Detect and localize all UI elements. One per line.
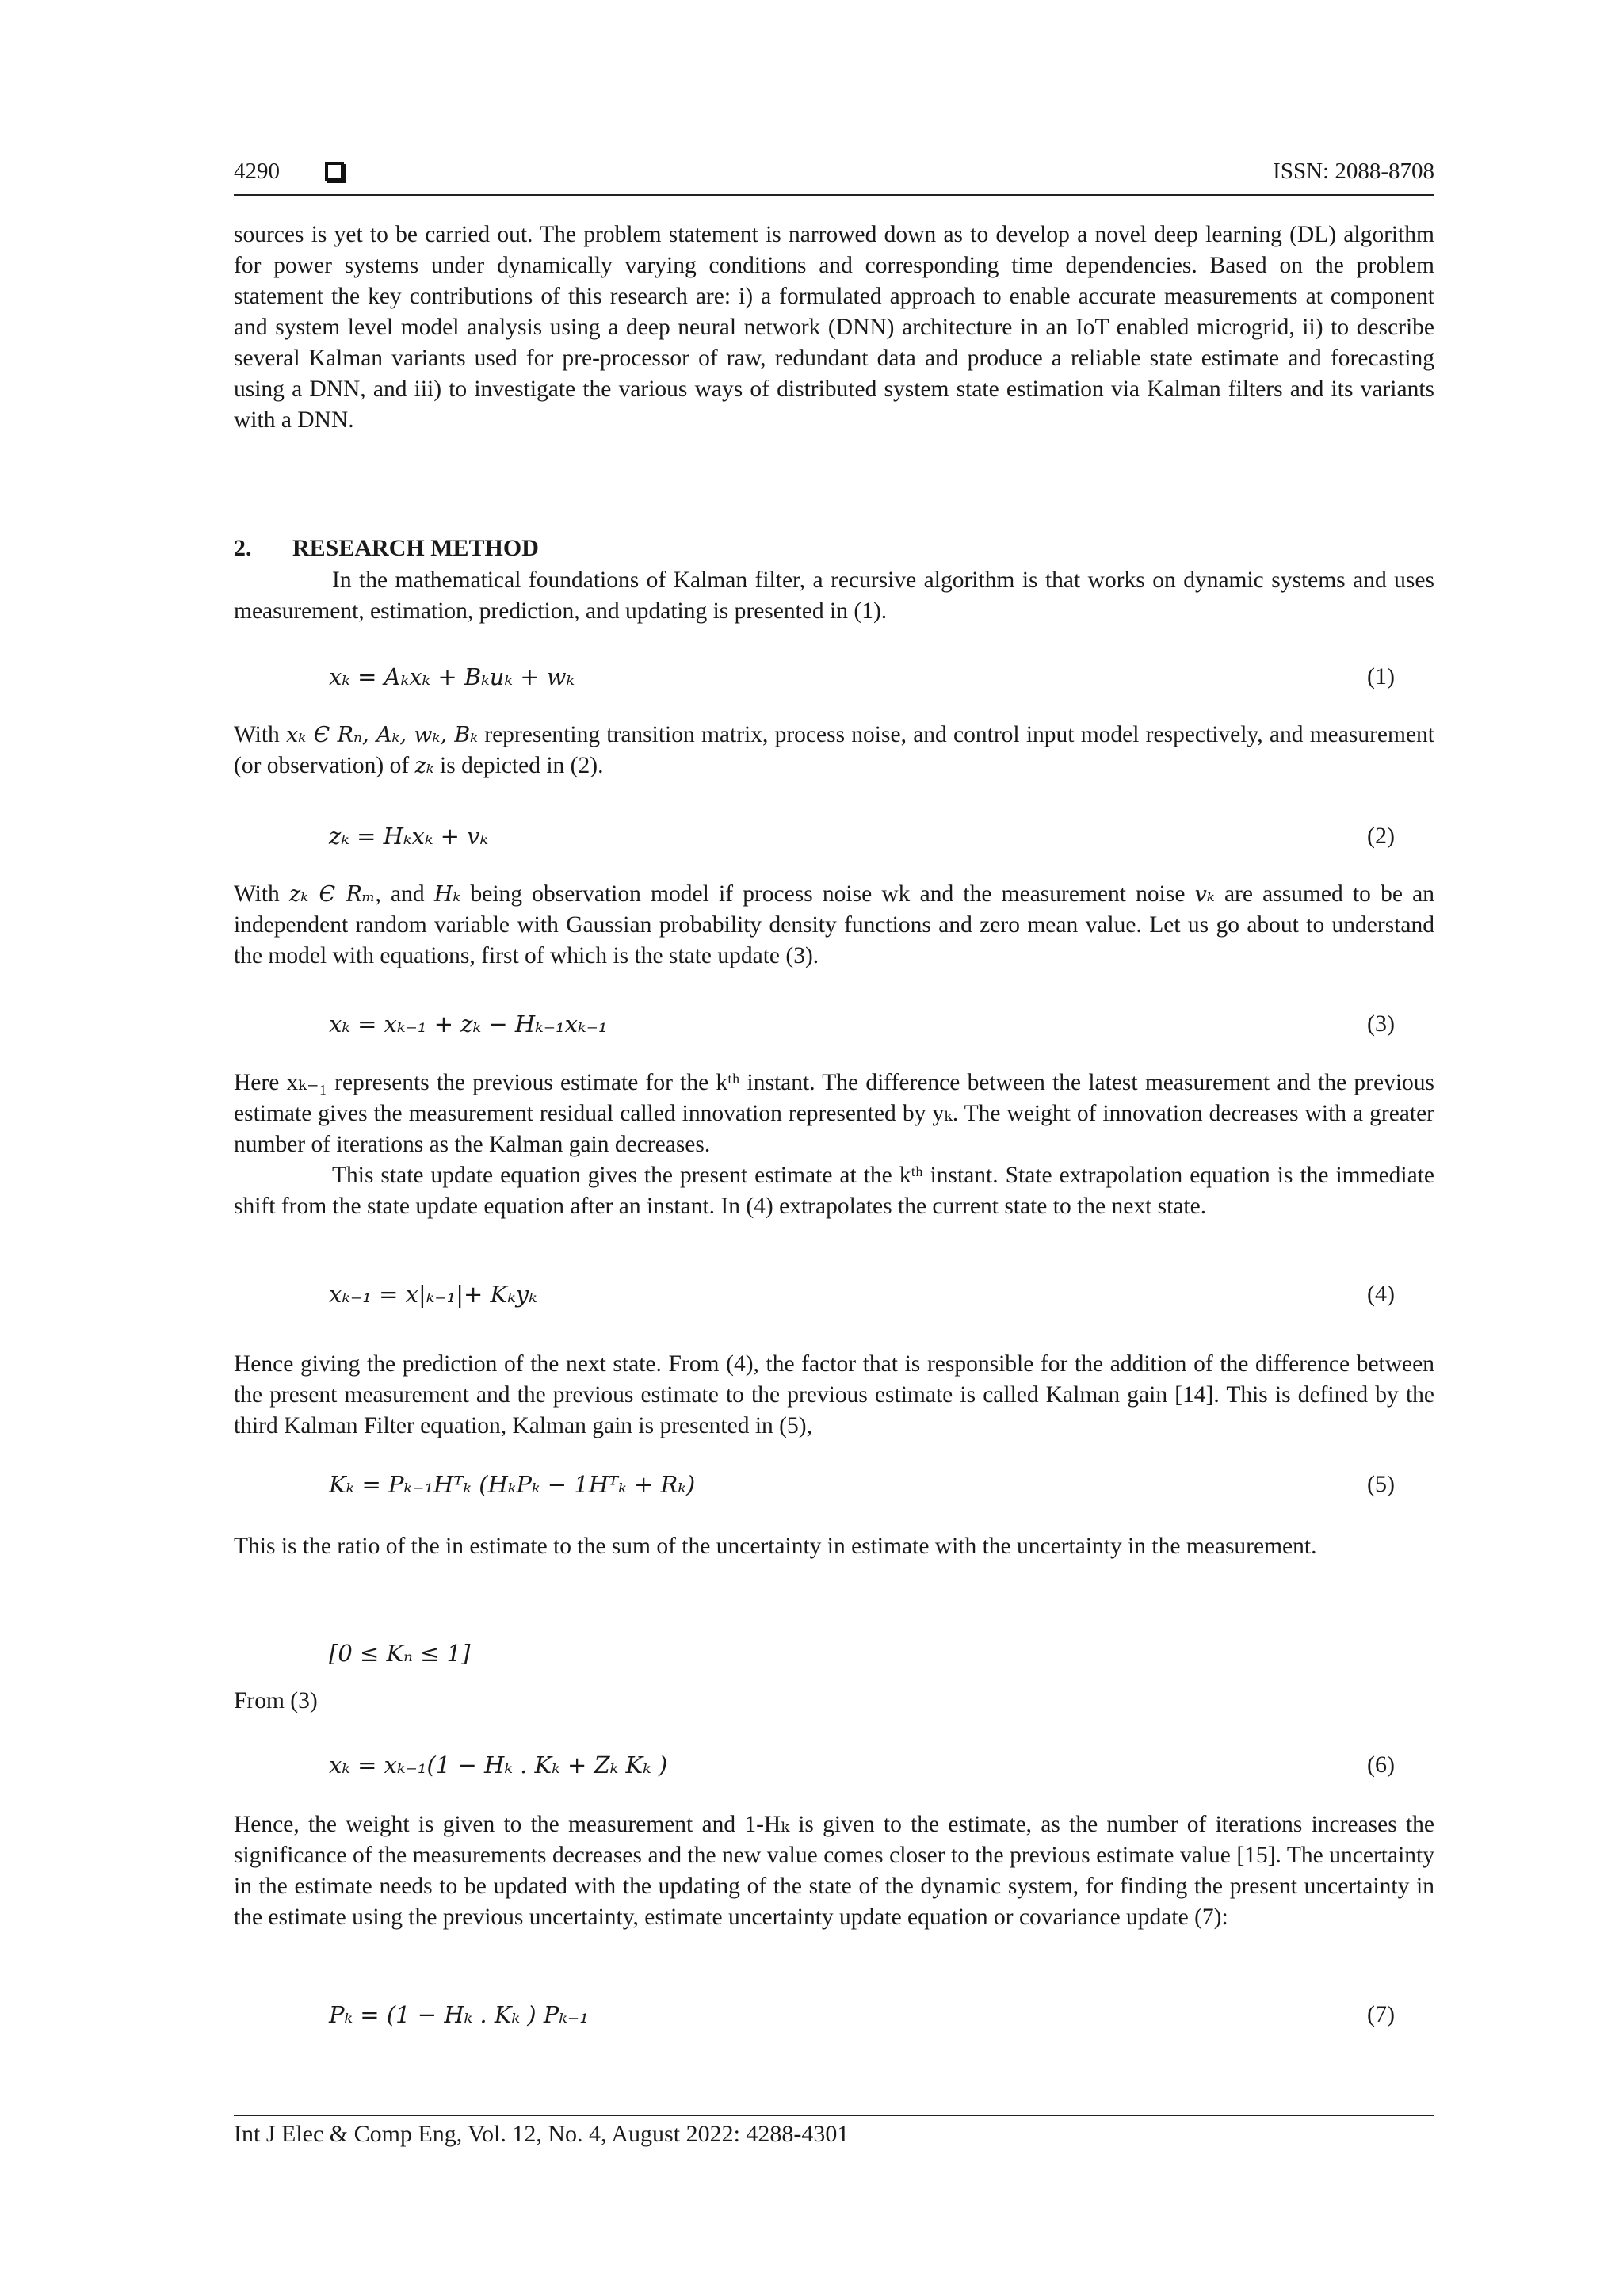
equation-5-number: (5): [1367, 1471, 1395, 1497]
text-span: With: [234, 722, 287, 747]
equation-4-expression: xₖ₋₁ = x|ₖ₋₁|+ Kₖyₖ: [329, 1281, 537, 1308]
equation-3-number: (3): [1367, 1010, 1395, 1037]
equation-1-expression: xₖ = Aₖxₖ + Bₖuₖ + wₖ: [329, 663, 575, 690]
paragraph-state-extrapolation: This state update equation gives the present estimate at the kᵗʰ instant. State extrapolation equation is the immediate shift from the state update equation after an instant. In (4) extrapolates the current state to the next state.: [234, 1163, 1434, 1219]
paragraph-kalman-gain: Hence giving the prediction of the next state. From (4), the factor that is responsible for the addition of the difference between the present measurement and the previous estimate to the previous estimate is called Kalman gain [14]. This is defined by the third Kalman Filter equation, Kalman gain is presented in (5),: [234, 1351, 1434, 1438]
equation-2-expression: zₖ = Hₖxₖ + vₖ: [329, 823, 489, 850]
issn: ISSN: 2088-8708: [1273, 159, 1434, 184]
paragraph-gain-ratio: This is the ratio of the in estimate to the sum of the uncertainty in estimate with the uncertainty in the measurement.: [234, 1534, 1317, 1559]
paragraph-covariance-update: Hence, the weight is given to the measurement and 1-Hₖ is given to the estimate, as the number of iterations increases the significance of the measurements decreases and the new value comes closer to the previous estimate value [15]. The uncertainty in the estimate needs to be updated with the updating of the state of the dynamic system, for finding the present uncertainty in the estimate using the previous uncertainty, estimate uncertainty update equation or covariance update (7):: [234, 1812, 1434, 1930]
text-span: With: [234, 881, 290, 907]
page-header: [234, 159, 1434, 192]
equation-7: [329, 2001, 1434, 2033]
text-span: representing transition matrix, process noise, and control input model respectively, and measurement (or observation) of: [234, 722, 1434, 778]
paragraph-observation-model: [234, 879, 1434, 972]
paragraph-from-3: From (3): [234, 1688, 318, 1713]
section-number: 2.: [234, 535, 252, 561]
square-bullet-icon: [325, 162, 344, 181]
paragraph-method-intro: In the mathematical foundations of Kalman filter, a recursive algorithm is that works on dynamic systems and uses measurement, estimation, prediction, and updating is presented in (1).: [234, 567, 1434, 624]
equation-gain-bound: [329, 1640, 1434, 1671]
equation-6-number: (6): [1367, 1752, 1395, 1778]
paragraph-innovation: Here xₖ₋₁ represents the previous estimate for the kᵗʰ instant. The difference between the latest measurement and the previous estimate gives the measurement residual called innovation represented by yₖ. The weight of innovation decreases with a greater number of iterations as the Kalman gain decreases.: [234, 1070, 1434, 1157]
equation-3-expression: xₖ = xₖ₋₁ + zₖ − Hₖ₋₁xₖ₋₁: [329, 1010, 608, 1037]
equation-7-expression: Pₖ = (1 − Hₖ . Kₖ ) Pₖ₋₁: [329, 2001, 589, 2028]
equation-4-number: (4): [1367, 1281, 1395, 1307]
page-number: 4290: [234, 159, 280, 184]
text-span: , and: [375, 881, 434, 907]
equation-1-number: (1): [1367, 663, 1395, 690]
text-span: being observation model if process noise wk and the measurement noise: [460, 881, 1195, 907]
section-heading: [234, 535, 539, 562]
header-rule: [234, 194, 1434, 196]
inline-math: xₖ Є Rₙ, Aₖ, wₖ, Bₖ: [286, 723, 479, 747]
equation-6: [329, 1752, 1434, 1783]
text-span: is depicted in (2).: [433, 753, 604, 778]
footer-rule: [234, 2115, 1434, 2116]
equation-5-expression: Kₖ = Pₖ₋₁Hᵀₖ (HₖPₖ − 1Hᵀₖ + Rₖ): [329, 1471, 696, 1498]
equation-2: [329, 823, 1434, 854]
inline-math: vₖ: [1194, 882, 1215, 907]
equation-7-number: (7): [1367, 2001, 1395, 2027]
equation-1: [329, 663, 1434, 695]
inline-math: zₖ: [414, 754, 434, 778]
section-title: RESEARCH METHOD: [292, 535, 539, 561]
inline-math: Hₖ: [433, 882, 461, 907]
gain-bound-expression: [0 ≤ Kₙ ≤ 1]: [329, 1640, 471, 1667]
equation-2-number: (2): [1367, 823, 1395, 849]
equation-6-expression: xₖ = xₖ₋₁(1 − Hₖ . Kₖ + Zₖ Kₖ ): [329, 1752, 668, 1778]
equation-5: [329, 1471, 1434, 1503]
equation-4: [329, 1281, 1434, 1312]
text-span: are assumed to be an independent random variable with Gaussian probability density functions and zero mean value. Let us go about to understand the model with equations, first of which is the state update (3).: [234, 881, 1434, 968]
paragraph-state-definition: [234, 720, 1434, 781]
page-footer: Int J Elec & Comp Eng, Vol. 12, No. 4, August 2022: 4288-4301: [234, 2121, 850, 2147]
equation-3: [329, 1010, 1434, 1042]
inline-math: zₖ Є Rₘ: [289, 882, 376, 907]
intro-paragraph: sources is yet to be carried out. The problem statement is narrowed down as to develop a novel deep learning (DL) algorithm for power systems under dynamically varying conditions and corresponding time dependencies. Based on the problem statement the key contributions of this research are: i) a formulated approach to enable accurate measurements at component and system level model analysis using a deep neural network (DNN) architecture in an IoT enabled microgrid, ii) to describe several Kalman variants used for pre-processor of raw, redundant data and produce a reliable state estimate and forecasting using a DNN, and iii) to investigate the various ways of distributed system state estimation via Kalman filters and its variants with a DNN.: [234, 222, 1434, 433]
